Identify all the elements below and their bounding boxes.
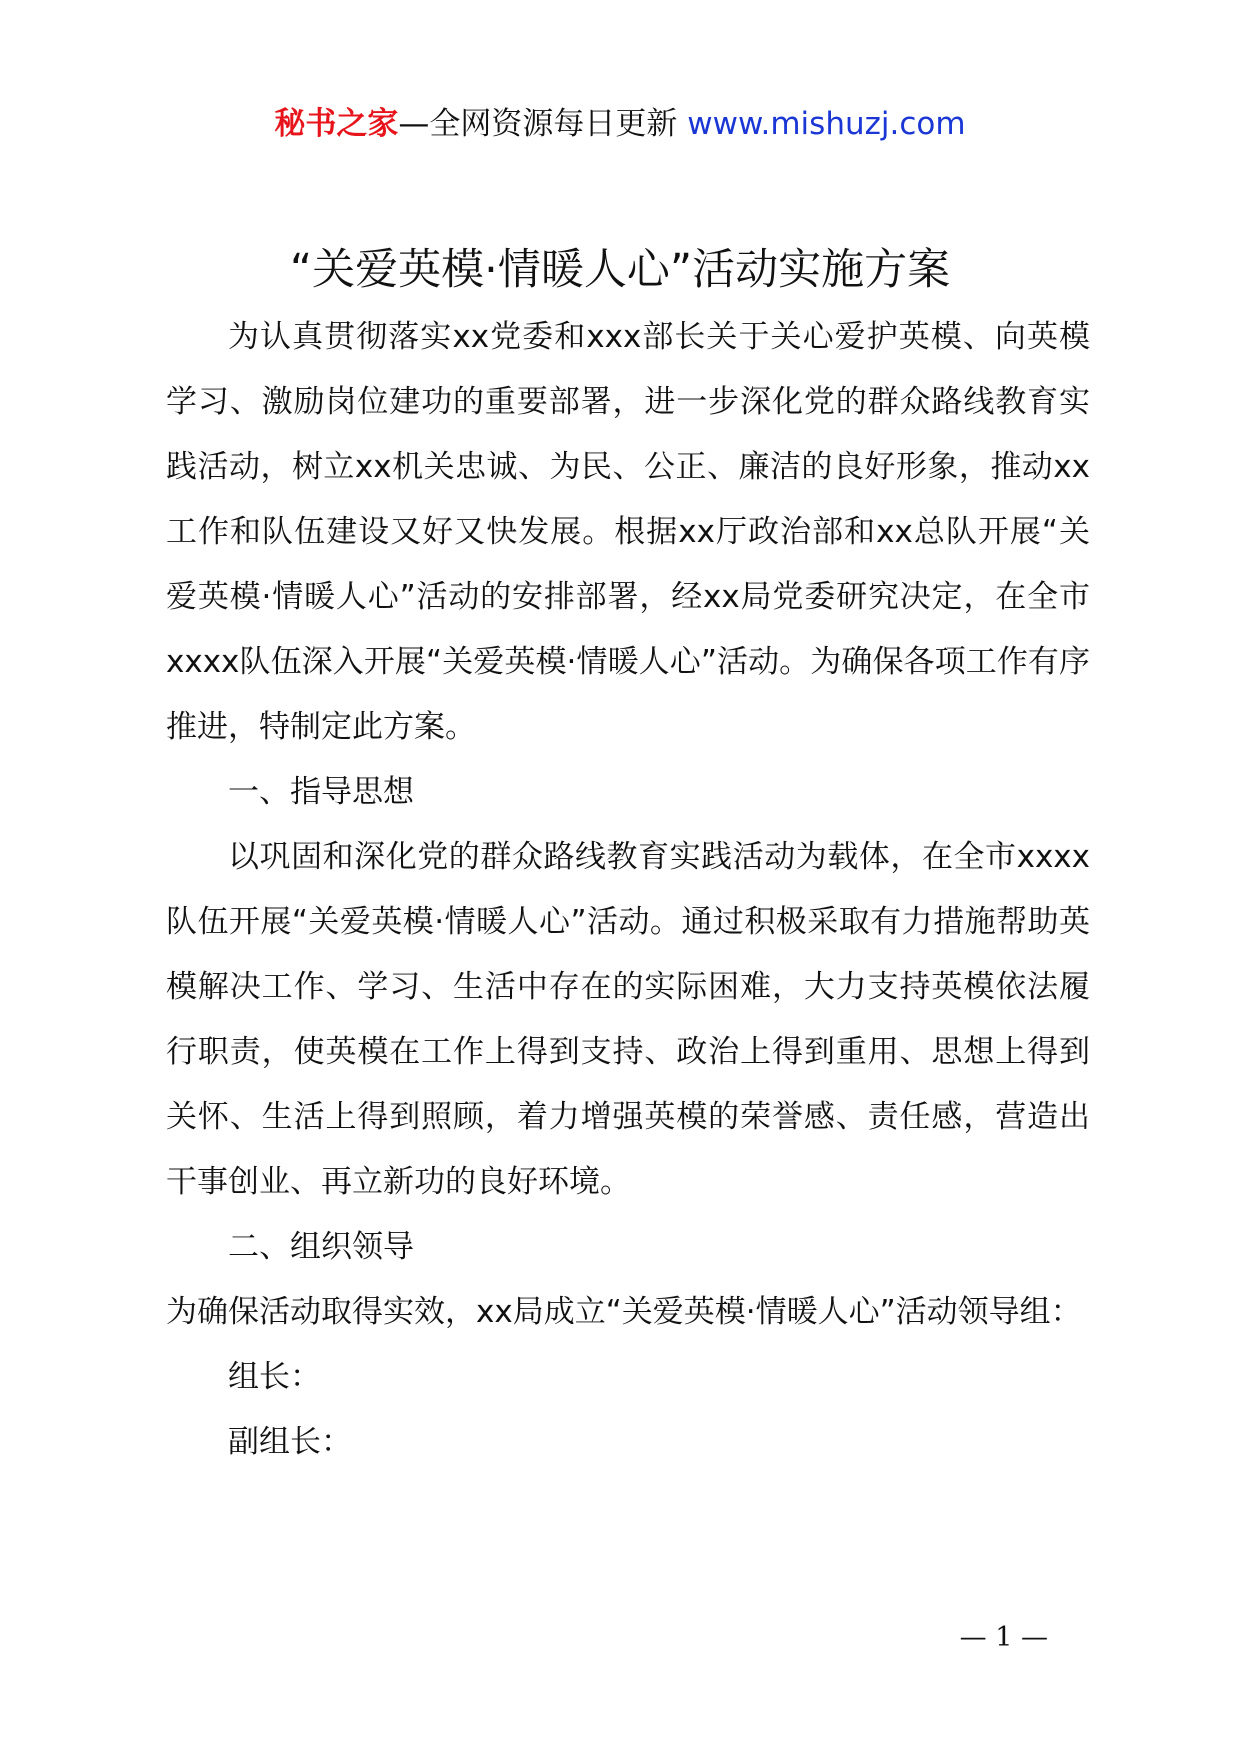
- section-heading-organization: 二、组织领导: [228, 1229, 414, 1265]
- intro-paragraph: 为认真贯彻落实xx党委和xxx部长关于关心爱护英模、向英模学习、激励岗位建功的重要部署，进一步深化党的群众路线教育实践活动，树立xx机关忠诚、为民、公正、廉洁的良好形象，推动xx工作和队伍建设又好又快发展。根据xx厅政治部和xx总队开展“关爱英模·情暖人心”活动的安排部署，经xx局党委研究决定，在全市xxxx队伍深入开展“关爱英模·情暖人心”活动。为确保各项工作有序推进，特制定此方案。: [166, 319, 1090, 745]
- guiding-ideology-paragraph: 以巩固和深化党的群众路线教育实践活动为载体，在全市xxxx队伍开展“关爱英模·情暖人心”活动。通过积极采取有力措施帮助英模解决工作、学习、生活中存在的实际困难，大力支持英模依法履行职责，使英模在工作上得到支持、政治上得到重用、思想上得到关怀、生活上得到照顾，着力增强英模的荣誉感、责任感，营造出干事创业、再立新功的良好环境。: [166, 839, 1090, 1200]
- section-heading-guiding-ideology: 一、指导思想: [228, 774, 414, 810]
- document-title: “关爱英模·情暖人心”活动实施方案: [289, 245, 951, 295]
- group-leader-line: 组长：: [228, 1359, 321, 1395]
- page-number: — 1 —: [959, 1622, 1048, 1653]
- site-url-link[interactable]: www.mishuzj.com: [687, 106, 966, 142]
- site-header: [0, 100, 1240, 148]
- header-tagline: —全网资源每日更新: [398, 106, 678, 142]
- deputy-group-leader-line: 副组长：: [228, 1424, 352, 1460]
- document-body: [166, 305, 1090, 1475]
- organization-paragraph: 为确保活动取得实效，xx局成立“关爱英模·情暖人心”活动领导组：: [166, 1294, 1082, 1330]
- brand-name: 秘书之家: [274, 106, 399, 142]
